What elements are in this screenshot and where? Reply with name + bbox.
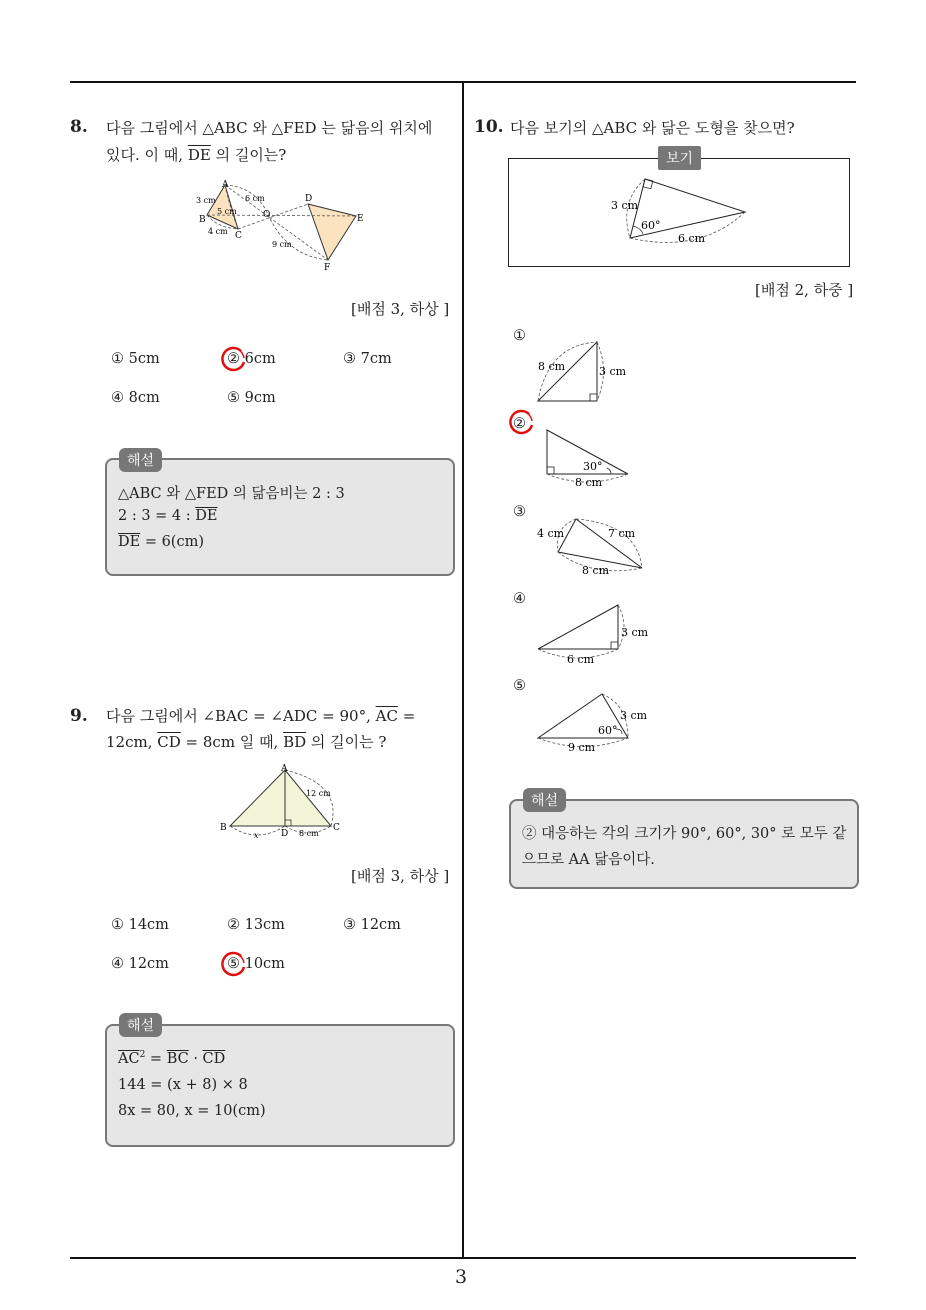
q9-label-b: B bbox=[220, 823, 227, 833]
q9-choice-2[interactable]: ② 13cm bbox=[227, 917, 285, 933]
q10-option-1-label-8cm: 8 cm bbox=[538, 360, 566, 373]
q8-label-d: D bbox=[305, 194, 313, 204]
q10-solution-box bbox=[509, 799, 859, 889]
q9-choice-1[interactable]: ① 14cm bbox=[111, 917, 169, 933]
q10-option-3-label-8cm: 8 cm bbox=[582, 564, 610, 577]
q9-solution-line2: 144 = (x + 8) × 8 bbox=[118, 1077, 248, 1093]
q10-option-3-figure bbox=[532, 512, 647, 580]
q9-solution-tag: 해설 bbox=[119, 1013, 162, 1037]
q9-score: [배점 3, 하상 ] bbox=[351, 867, 450, 885]
q10-option-5-label-3cm: 3 cm bbox=[620, 709, 648, 722]
column-divider bbox=[462, 81, 464, 1259]
q8-solution-line3: $\overline{DE} = 6(cm)$ bbox=[118, 534, 204, 550]
q9-label-8cm: 8 cm bbox=[299, 829, 319, 838]
q8-choice-1[interactable]: ① 5cm bbox=[111, 351, 160, 367]
q10-example-tag: 보기 bbox=[658, 146, 701, 170]
q10-option-2-figure bbox=[535, 422, 645, 492]
q10-example-label-60: 60° bbox=[641, 219, 661, 232]
q8-choice-2[interactable]: ② 6cm bbox=[227, 351, 276, 367]
q9-number: 9. bbox=[70, 706, 88, 726]
q8-label-f: F bbox=[324, 263, 331, 273]
q10-solution-line2: 으므로 AA 닮음이다. bbox=[522, 852, 655, 868]
q8-choice-3[interactable]: ③ 7cm bbox=[343, 351, 392, 367]
q10-option-5-label-9cm: 9 cm bbox=[568, 741, 596, 754]
q9-triangle-abc bbox=[230, 770, 331, 826]
q8-label-b: B bbox=[199, 215, 206, 225]
q10-option-1-label-3cm: 3 cm bbox=[599, 365, 627, 378]
q9-choice-3[interactable]: ③ 12cm bbox=[343, 917, 401, 933]
q8-solution-line2: 2 : 3 = 4 : $\overline{DE}$ bbox=[118, 508, 218, 524]
q8-label-e: E bbox=[357, 214, 364, 224]
q8-text-line1: 다음 그림에서 △ABC 와 △FED 는 닮음의 위치에 bbox=[106, 119, 433, 137]
q8-choice-5[interactable]: ⑤ 9cm bbox=[227, 390, 276, 406]
q8-figure bbox=[190, 178, 370, 273]
q9-figure bbox=[215, 762, 350, 844]
q8-label-5cm: 5 cm bbox=[217, 207, 237, 216]
q9-label-x: x bbox=[254, 831, 259, 840]
q10-example-figure bbox=[605, 172, 755, 252]
q9-label-12cm: 12 cm bbox=[306, 789, 331, 798]
q10-score: [배점 2, 하중 ] bbox=[755, 281, 854, 299]
q8-number: 8. bbox=[70, 117, 88, 137]
q9-text-line1: 다음 그림에서 ∠BAC = ∠ADC = 90°, $\overline{AC}$ = bbox=[106, 707, 416, 725]
q10-text: 다음 보기의 △ABC 와 닮은 도형을 찾으면? bbox=[510, 119, 795, 137]
q9-choice-5[interactable]: ⑤ 10cm bbox=[227, 956, 285, 972]
q10-option-5-mark[interactable]: ⑤ bbox=[513, 678, 526, 694]
q10-option-2-label-30: 30° bbox=[583, 460, 603, 473]
q10-option-5-label-60: 60° bbox=[598, 724, 618, 737]
q8-label-9cm: 9 cm bbox=[272, 240, 292, 249]
q10-option-2-label-8cm: 8 cm bbox=[575, 476, 603, 489]
bottom-rule bbox=[70, 1257, 856, 1259]
q10-number: 10. bbox=[474, 117, 504, 137]
q10-option-1-figure bbox=[530, 335, 640, 410]
q9-choice-4[interactable]: ④ 12cm bbox=[111, 956, 169, 972]
q8-choice-4[interactable]: ④ 8cm bbox=[111, 390, 160, 406]
q10-option-3-label-4cm: 4 cm bbox=[537, 527, 565, 540]
q8-answer-circle-icon bbox=[218, 345, 248, 375]
q10-option-3-label-7cm: 7 cm bbox=[608, 527, 636, 540]
q9-solution-line3: 8x = 80, x = 10(cm) bbox=[118, 1103, 266, 1119]
q10-option-3-mark[interactable]: ③ bbox=[513, 504, 526, 520]
q10-solution-line1: ② 대응하는 각의 크기가 90°, 60°, 30° 로 모두 같 bbox=[522, 826, 847, 842]
q9-answer-circle-icon bbox=[218, 950, 248, 980]
q9-solution-line1: $\overline{AC}^2 = \overline{BC} \cdot \overline{CD}$ bbox=[118, 1050, 226, 1067]
q8-label-6cm: 6 cm bbox=[245, 194, 265, 203]
q8-label-3cm: 3 cm bbox=[196, 196, 216, 205]
q8-label-c: C bbox=[235, 231, 242, 241]
q10-example-label-3cm: 3 cm bbox=[611, 199, 639, 212]
q10-option-4-label-3cm: 3 cm bbox=[621, 626, 649, 639]
q8-solution-tag: 해설 bbox=[119, 448, 162, 472]
q8-label-a: A bbox=[222, 180, 229, 190]
q10-option-2-answer-circle-icon bbox=[506, 408, 536, 438]
q10-option-4-label-6cm: 6 cm bbox=[567, 653, 595, 666]
q9-label-a: A bbox=[281, 764, 288, 774]
q9-label-c: C bbox=[333, 823, 340, 833]
q8-text-line2: 있다. 이 때, $\overline{DE}$ 의 길이는? bbox=[106, 146, 287, 164]
page-number: 3 bbox=[455, 1266, 468, 1288]
q10-solution-tag: 해설 bbox=[523, 788, 566, 812]
q10-option-4-figure bbox=[530, 597, 655, 667]
q10-option-1-mark[interactable]: ① bbox=[513, 328, 526, 344]
q8-triangle-def bbox=[308, 204, 356, 260]
q8-solution-line1: △ABC 와 △FED 의 닮음비는 2 : 3 bbox=[118, 486, 345, 502]
q8-label-4cm: 4 cm bbox=[208, 227, 228, 236]
q8-score: [배점 3, 하상 ] bbox=[351, 300, 450, 318]
q9-text-line2: 12cm, $\overline{CD} = 8cm$ 일 때, $\overline{BD}$ 의 길이는 ? bbox=[106, 733, 387, 751]
q9-label-d: D bbox=[281, 829, 289, 839]
q10-example-label-6cm: 6 cm bbox=[678, 232, 706, 245]
q10-option-5-figure bbox=[530, 687, 655, 757]
q10-option-4-mark[interactable]: ④ bbox=[513, 591, 526, 607]
q8-label-o: O bbox=[263, 210, 271, 220]
q10-option-2-mark[interactable]: ② bbox=[513, 416, 526, 432]
